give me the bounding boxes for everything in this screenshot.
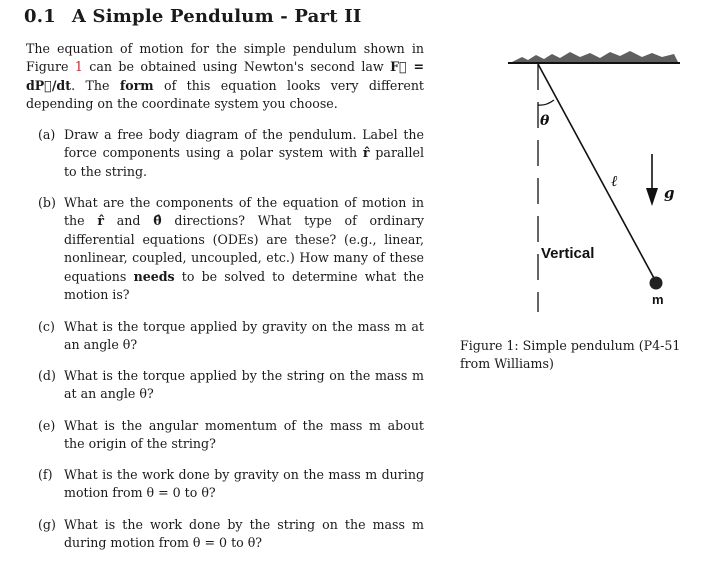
pendulum-figure [430, 30, 702, 330]
question-a [38, 126, 424, 181]
theta-hat-symbol: θ̂ [153, 213, 162, 229]
question-f [38, 466, 424, 503]
question-e [38, 417, 424, 454]
question-label: (f) [38, 467, 53, 482]
question-text: parallel to the string. [64, 145, 425, 179]
question-text: What is the work done by the string on the mass m during motion from θ = 0 to θ? [64, 517, 424, 551]
intro-text-4: of this equation looks very different depending on the coordinate system you choose. [26, 77, 424, 111]
figure-reference-link[interactable]: 1 [74, 59, 83, 75]
question-text: and [104, 213, 154, 229]
question-text: What is the torque applied by gravity on the mass m at an angle θ? [64, 319, 424, 353]
intro-text-3: . The [71, 77, 120, 93]
mass-label: m [652, 292, 664, 307]
question-text: What is the angular momentum of the mass m about the origin of the string? [64, 418, 424, 452]
question-text: What is the torque applied by the string on the mass m at an angle θ? [64, 368, 424, 402]
gravity-label: g [664, 184, 675, 202]
question-label: (a) [38, 127, 56, 142]
question-text: Draw a free body diagram of the pendulum. Label the force components using a polar system with [64, 127, 424, 161]
r-hat-symbol: r̂ [97, 213, 105, 229]
section-heading [24, 6, 361, 27]
length-label: ℓ [611, 172, 618, 190]
vertical-label: Vertical [541, 245, 595, 262]
gravity-arrow-head [646, 188, 658, 206]
question-c [38, 318, 424, 355]
question-text: What are the components of the equation of motion in the [64, 195, 424, 229]
pendulum-mass [650, 277, 663, 290]
question-label: (c) [38, 319, 55, 334]
question-text: to be solved to determine what the motion is? [64, 268, 424, 303]
question-text: What is the work done by gravity on the mass m during motion from θ = 0 to θ? [64, 467, 424, 501]
question-g [38, 516, 424, 553]
intro-paragraph [26, 40, 424, 113]
bold-form: form [119, 77, 154, 93]
angle-arc [538, 100, 554, 105]
question-text: directions? What type of ordinary differential equations (ODEs) are these? (e.g., linear, nonlinear, coupled, uncoupled, etc.) How many of these equations [64, 213, 424, 284]
intro-text-2: can be obtained using Newton's second law [82, 59, 391, 75]
question-label: (g) [38, 517, 56, 532]
newton-equation: F⃗ = dP⃗/dt [26, 59, 425, 93]
section-number: 0.1 [24, 6, 56, 27]
intro-text-1: The equation of motion for the simple pendulum shown in Figure [26, 41, 424, 75]
theta-label: θ [540, 113, 550, 129]
question-label: (b) [38, 195, 56, 210]
question-d [38, 367, 424, 404]
bold-needs: needs [133, 268, 175, 284]
question-b [38, 194, 424, 304]
ceiling-hatching [512, 51, 678, 62]
section-title: A Simple Pendulum - Part II [71, 6, 362, 27]
question-label: (e) [38, 418, 56, 433]
figure-caption: Figure 1: Simple pendulum (P4-51 from Williams) [460, 338, 681, 372]
r-hat-symbol: r̂ [362, 145, 370, 161]
question-label: (d) [38, 368, 56, 383]
